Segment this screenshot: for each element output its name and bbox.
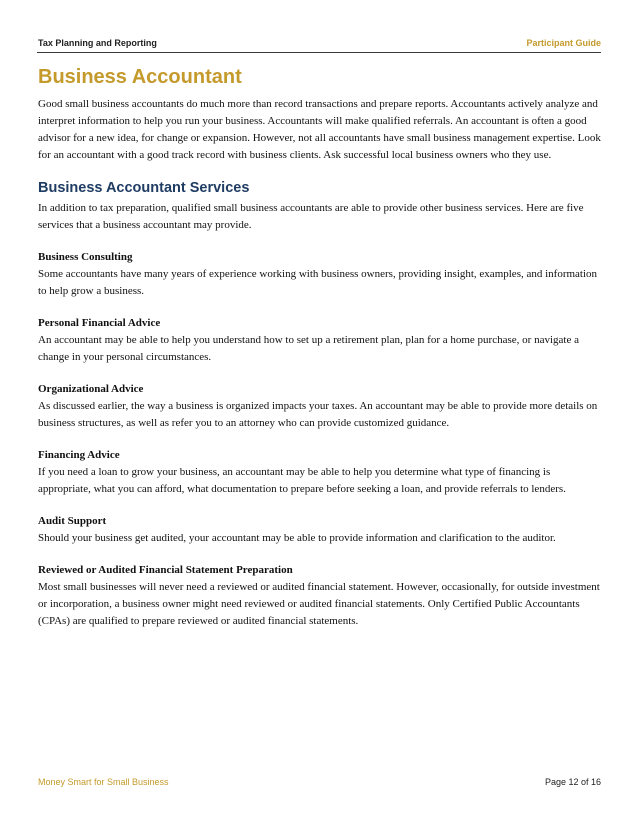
service-section-financial-statement <box>38 562 604 630</box>
service-text: As discussed earlier, the way a business is organized impacts your taxes. An accountant may be able to provide more details on business structures, as well as refer you to an attorney who can provide customized guidance. <box>38 400 598 429</box>
services-heading: Business Accountant Services <box>38 180 250 196</box>
intro-paragraph: Good small business accountants do much more than record transactions and prepare reports. Accountants actively analyze and interpret information to help you run your business. Accountants will make qualified referrals. An accountant is often a good advisor for a new idea, for change or expansion. However, not all accountants have small business management expertise. Look for an accountant with a good track record with business clients. Ask successful local business owners who they use. <box>38 98 601 161</box>
page-number: Page 12 of 16 <box>544 777 601 787</box>
service-text: An accountant may be able to help you understand how to set up a retirement plan, plan for a home purchase, or navigate a change in your personal circumstances. <box>38 334 579 363</box>
service-text: Should your business get audited, your accountant may be able to provide information and clarification to the auditor. <box>38 532 556 544</box>
page-header <box>37 32 601 53</box>
header-left-text: Tax Planning and Reporting <box>38 38 157 48</box>
service-text: Most small businesses will never need a reviewed or audited financial statement. However, occasionally, for outside investment or incorporation, a business owner might need reviewed or audited financial statements. Only Certified Public Accountants (CPAs) are qualified to prepare reviewed or audited financial statements. <box>38 581 600 627</box>
page-title: Business Accountant <box>38 66 242 88</box>
service-title: Reviewed or Audited Financial Statement Preparation <box>38 564 293 576</box>
header-right-text: Participant Guide <box>526 38 601 48</box>
service-title: Business Consulting <box>38 251 133 263</box>
service-title: Financing Advice <box>38 449 120 461</box>
service-section-organizational <box>38 381 604 432</box>
page-content <box>38 64 604 630</box>
service-section-audit-support <box>38 513 604 547</box>
service-title: Audit Support <box>38 515 107 527</box>
page-footer <box>38 777 601 791</box>
services-intro-paragraph: In addition to tax preparation, qualified small business accountants are able to provide other business services. Here are five services that a business accountant may provide. <box>38 202 584 231</box>
service-section-consulting <box>38 249 604 300</box>
footer-left-text: Money Smart for Small Business <box>38 777 169 787</box>
service-title: Personal Financial Advice <box>38 317 161 329</box>
service-text: If you need a loan to grow your business, an accountant may be able to help you determine what type of financing is appropriate, what you can afford, what documentation to prepare before seeking a loan, and provide referrals to lenders. <box>38 466 566 495</box>
service-title: Organizational Advice <box>38 383 144 395</box>
service-text: Some accountants have many years of experience working with business owners, providing insight, examples, and information to help grow a business. <box>38 268 598 297</box>
service-section-personal-financial <box>38 315 604 366</box>
service-section-financing <box>38 447 604 498</box>
